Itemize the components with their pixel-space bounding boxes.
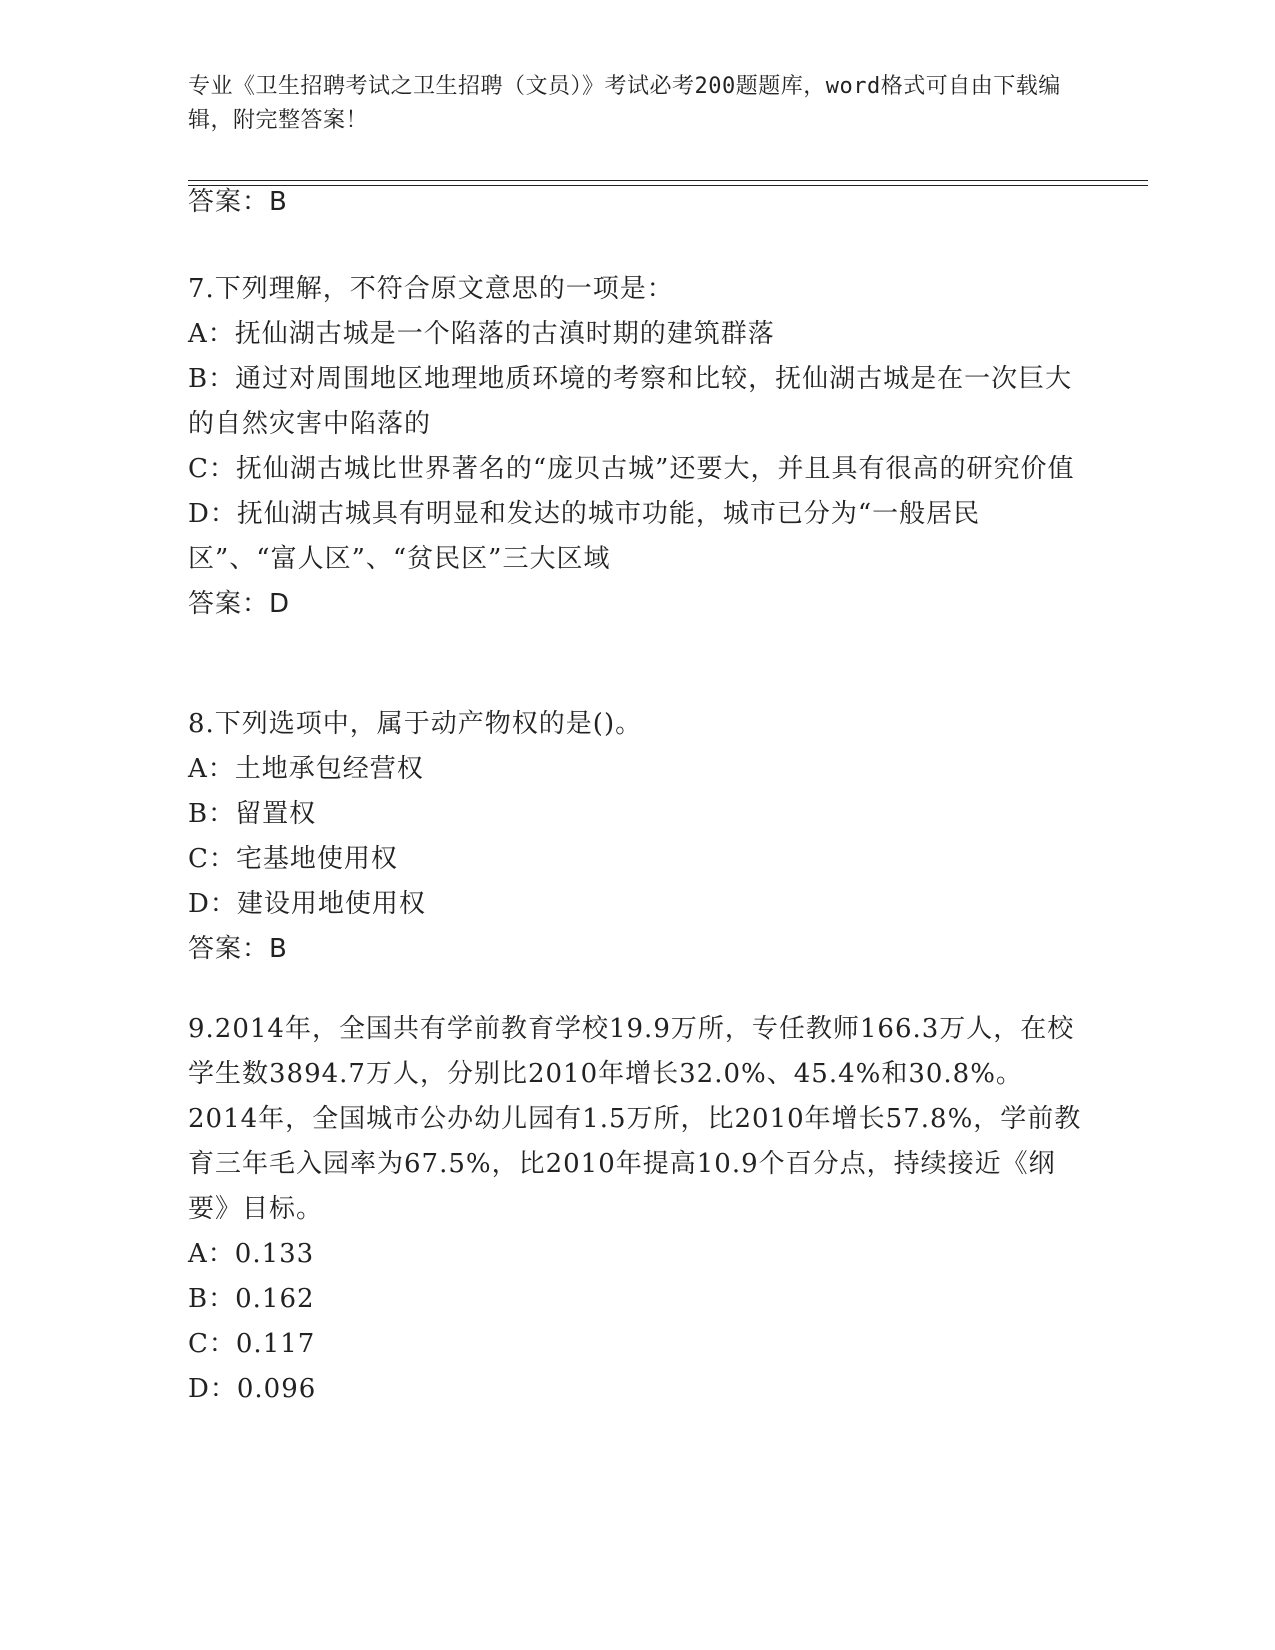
option-a: A：土地承包经营权 <box>188 754 424 784</box>
question-stem: 9.2014年，全国共有学前教育学校19.9万所，专任教师166.3万人，在校学生数3894.7万人，分别比2010年增长32.0%、45.4%和30.8%。2014年，全国城市公办幼儿园有1.5万所，比2010年增长57.8%，学前教育三年毛入园率为67.5%，比2010年提高10.9个百分点，持续接近《纲要》目标。 <box>188 1014 1082 1224</box>
option-a: A：0.133 <box>188 1239 315 1269</box>
question-9 <box>188 1007 1088 1412</box>
answer-label: 答案：D <box>188 589 291 619</box>
option-c: C：抚仙湖古城比世界著名的“庞贝古城”还要大，并且具有很高的研究价值 <box>188 454 1075 484</box>
question-8 <box>188 702 1088 972</box>
option-d: D：0.096 <box>188 1374 317 1404</box>
question-stem: 7.下列理解，不符合原文意思的一项是： <box>188 274 674 304</box>
question-stem: 8.下列选项中，属于动产物权的是()。 <box>188 709 643 739</box>
question-7 <box>188 267 1088 627</box>
previous-answer-block <box>188 180 1088 225</box>
option-b: B：通过对周围地区地理地质环境的考察和比较，抚仙湖古城是在一次巨大的自然灾害中陷落的 <box>188 364 1073 439</box>
option-d: D：建设用地使用权 <box>188 889 426 919</box>
option-d: D：抚仙湖古城具有明显和发达的城市功能，城市已分为“一般居民区”、“富人区”、“贫民区”三大区域 <box>188 499 981 574</box>
option-a: A：抚仙湖古城是一个陷落的古滇时期的建筑群落 <box>188 319 775 349</box>
option-b: B：留置权 <box>188 799 317 829</box>
option-c: C：宅基地使用权 <box>188 844 398 874</box>
answer-label: 答案：B <box>188 187 288 217</box>
option-b: B：0.162 <box>188 1284 315 1314</box>
document-header: 专业《卫生招聘考试之卫生招聘（文员）》考试必考200题题库，word格式可自由下载编辑，附完整答案！ <box>188 74 1061 133</box>
answer-label: 答案：B <box>188 934 288 964</box>
option-c: C：0.117 <box>188 1329 316 1359</box>
